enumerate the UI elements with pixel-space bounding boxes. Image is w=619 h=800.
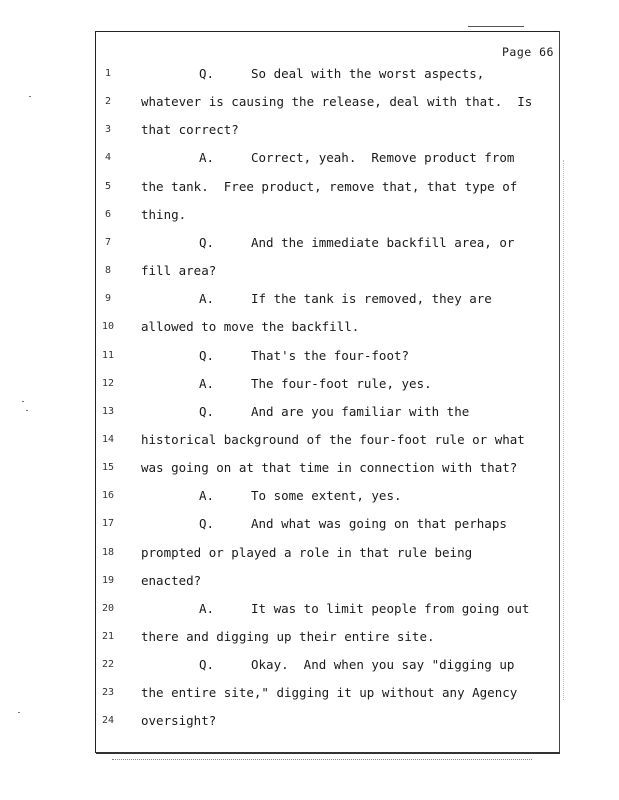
line-number: 16 [101,490,115,502]
speaker-label: A. [199,488,215,504]
transcript-line [199,348,409,363]
line-text: allowed to move the backfill. [141,319,360,335]
page-bottom-rule [96,752,560,754]
line-number: 5 [104,180,112,192]
line-number: 7 [104,236,112,248]
right-margin-marks [563,160,565,700]
line-text: Correct, yeah. Remove product from [251,150,515,166]
line-text: thing. [141,206,187,222]
line-number: 8 [104,265,112,277]
line-text: there and digging up their entire site. [141,629,435,644]
transcript-page-frame [95,31,560,753]
transcript-line [141,319,359,334]
transcript-line [199,404,469,419]
speaker-label: Q. [199,403,215,419]
line-text: that correct? [141,122,239,138]
line-text: enacted? [141,572,202,588]
line-text: And are you familiar with the [251,403,470,419]
speaker-label: Q. [199,657,215,673]
line-text: fill area? [141,263,217,279]
line-text: Okay. And when you say "digging up [251,657,515,673]
scan-speck [18,712,20,713]
line-text: The four-foot rule, yes. [251,375,432,391]
line-number: 4 [104,152,112,164]
transcript-line [141,685,517,700]
page-number: Page 66 [502,45,554,59]
line-number: 1 [104,68,112,79]
line-number: 13 [101,405,115,417]
transcript-line [199,516,507,531]
line-number: 10 [101,321,115,333]
transcript-line [141,460,517,475]
line-text: was going on at that time in connection with that? [141,460,518,476]
line-number: 20 [101,602,115,614]
line-number: 24 [101,715,115,727]
speaker-label: A. [199,375,215,391]
transcript-line [141,263,216,278]
line-text: To some extent, yes. [251,488,402,504]
line-text: whatever is causing the release, deal with that. Is [141,94,533,110]
line-text: historical background of the four-foot rule or what [141,431,525,447]
transcript-line [199,488,402,503]
line-number: 23 [101,687,115,699]
speaker-label: Q. [199,66,215,81]
speaker-label: A. [199,600,215,616]
line-number: 14 [101,433,115,445]
line-number: 22 [101,659,115,671]
transcript-line [199,150,514,165]
line-text: oversight? [141,713,217,729]
line-number: 3 [104,124,112,136]
transcript-line [141,207,186,222]
speaker-label: A. [199,150,215,166]
speaker-label: A. [199,291,215,307]
line-number: 12 [101,377,115,389]
line-number: 6 [104,208,112,220]
scan-speck [26,410,28,411]
line-number: 18 [101,546,115,558]
speaker-label: Q. [199,516,215,532]
transcript-line [141,94,532,109]
transcript-line [199,376,432,391]
line-number: 17 [101,518,115,530]
line-number: 2 [104,96,112,108]
line-text: If the tank is removed, they are [251,291,492,307]
line-number: 9 [104,293,112,305]
transcript-line [199,657,514,672]
transcript-line [141,179,517,194]
transcript-line [199,66,484,81]
line-number: 11 [101,349,115,361]
top-edge-mark [468,26,524,27]
line-text: the tank. Free product, remove that, that type of [141,178,518,194]
transcript-line [141,122,239,137]
line-number: 15 [101,462,115,474]
scan-speck [22,401,24,402]
speaker-label: Q. [199,234,215,250]
transcript-line [199,235,514,250]
line-text: So deal with the worst aspects, [251,66,485,81]
line-text: And what was going on that perhaps [251,516,507,532]
speaker-label: Q. [199,347,215,363]
transcript-line [199,601,529,616]
transcript-line [141,432,525,447]
transcript-line [141,629,435,644]
line-text: It was to limit people from going out [251,600,530,616]
transcript-line [141,713,216,728]
line-text: prompted or played a role in that rule being [141,544,473,560]
line-number: 21 [101,631,115,642]
transcript-line [141,573,201,588]
line-text: the entire site," digging it up without any Agency [141,685,518,701]
footer-faint-line [112,759,532,760]
line-number: 19 [101,574,115,586]
line-text: That's the four-foot? [251,347,410,363]
transcript-line [199,291,492,306]
scan-speck [29,96,31,97]
transcript-line [141,545,472,560]
line-text: And the immediate backfill area, or [251,234,515,250]
